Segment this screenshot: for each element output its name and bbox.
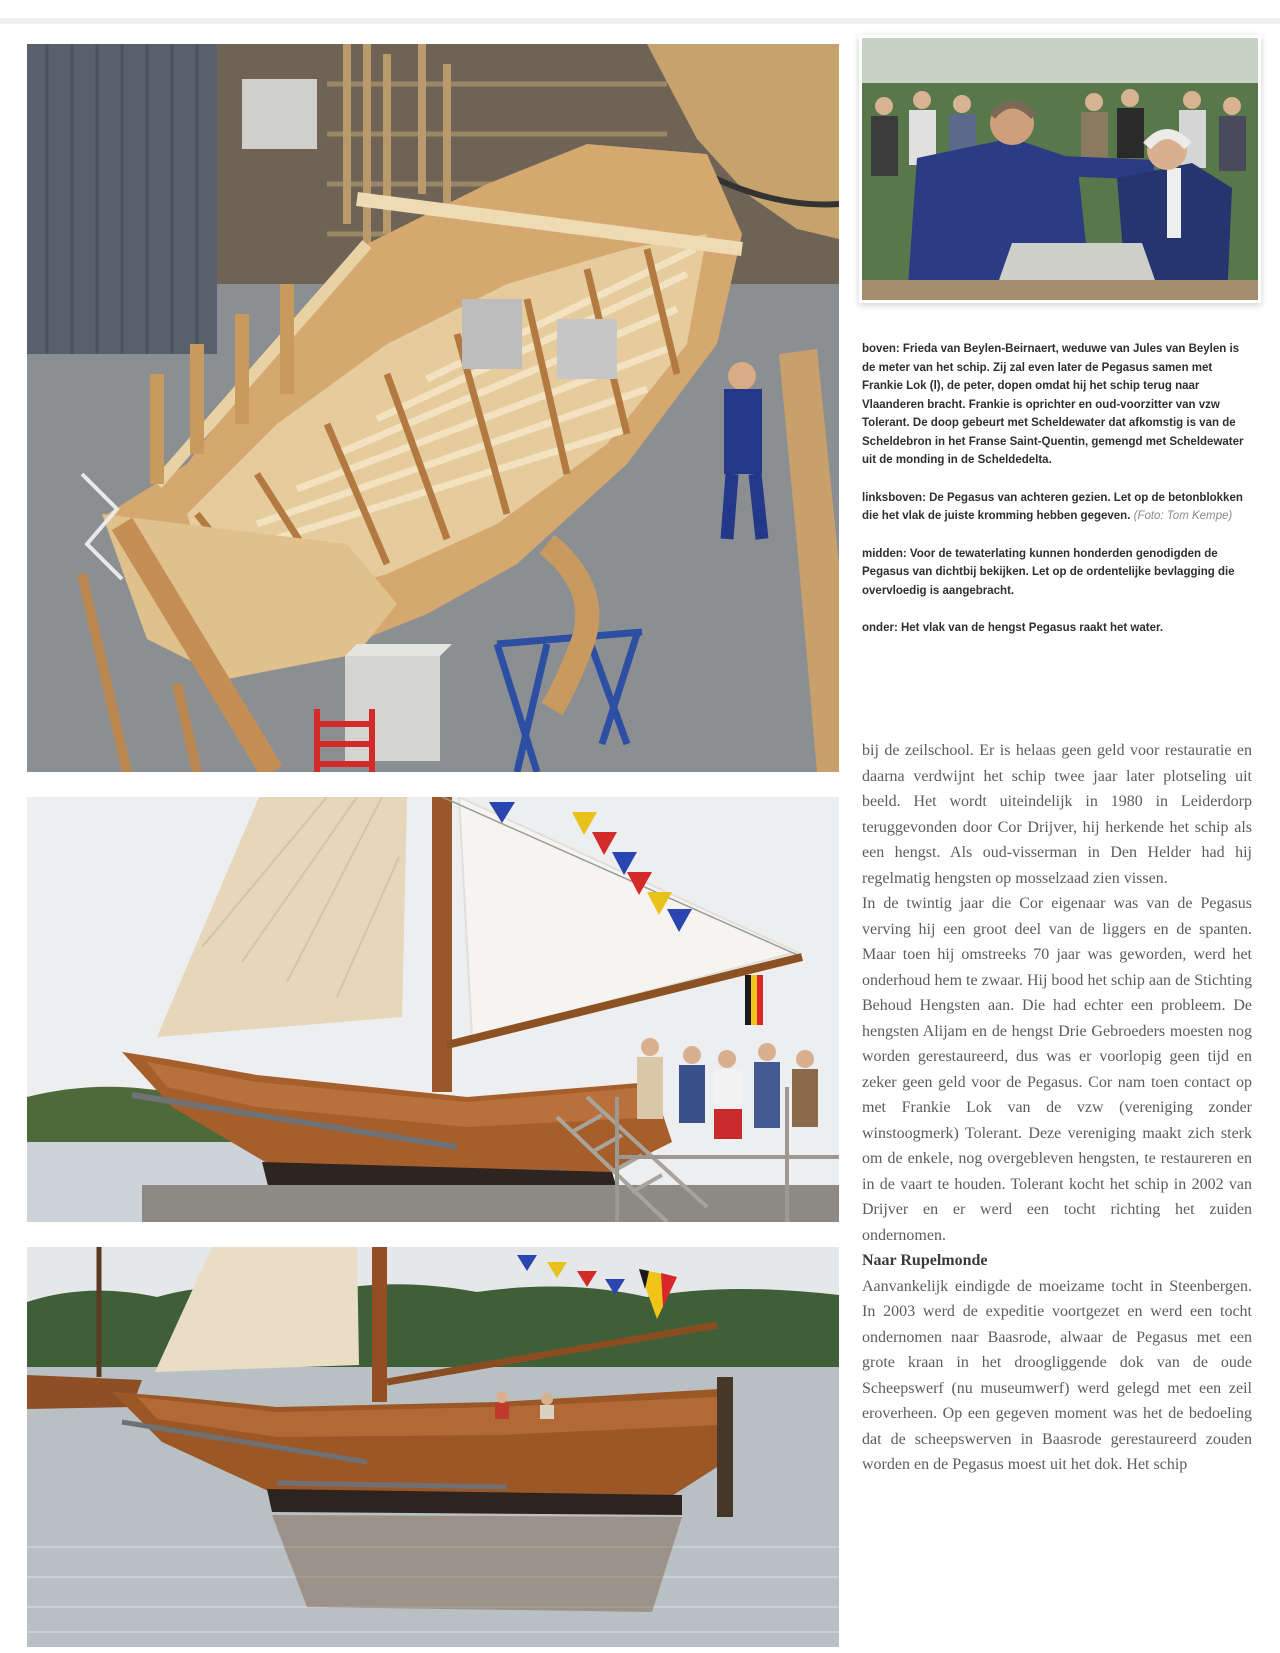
- caption-middle-text: midden: Voor de tewaterlating kunnen honderden genodigden de Pegasus van dichtbij bekijken. Let op de ordentelijke bevlagging die overvloedig is aangebracht.: [862, 547, 1235, 597]
- spectator-body: [1117, 108, 1144, 158]
- belgian-flag-yellow: [751, 975, 757, 1025]
- caption-bottom: [862, 619, 1252, 638]
- water-scene: [27, 1247, 839, 1647]
- spectator-body: [871, 116, 898, 176]
- caption-top-text: boven: Frieda van Beylen-Beirnaert, weduwe van Jules van Beylen is de meter van het schip. Zij zal even later de Pegasus samen met Frankie Lok (l), de peter, dopen omdat hij het schip terug naar Vlaanderen bracht. Frankie is oprichter en oud-voorzitter van vzw Tolerant. De doop gebeurt met Scheldewater dat afkomstig is van de Scheldebron in het Franse Saint-Quentin, gemengd met Scheldewater uit de monding in de Scheldedelta.: [862, 343, 1244, 466]
- visitor-skirt: [714, 1109, 742, 1139]
- visitor-body: [754, 1062, 780, 1128]
- visitor-body: [792, 1069, 818, 1127]
- workshop-window: [242, 79, 317, 149]
- spectator-head: [1121, 89, 1139, 107]
- workshop-scene: [27, 44, 839, 772]
- article-subheading: Naar Rupelmonde: [862, 1252, 988, 1269]
- mooring-post: [717, 1377, 733, 1517]
- page-top-rule: [0, 18, 1280, 24]
- slipway-deck: [142, 1185, 839, 1222]
- photo-boat-on-slipway: [27, 797, 839, 1222]
- spectator-head: [1183, 91, 1201, 109]
- caption-bottom-text: onder: Het vlak van de hengst Pegasus raakt het water.: [862, 622, 1164, 634]
- belgian-flag-red: [757, 975, 763, 1025]
- crew-body: [540, 1405, 554, 1419]
- article-paragraph: bij de zeilschool. Er is helaas geen geld voor restauratie en daarna verdwijnt het schip twee jaar later plotseling uit beeld. Het wordt uiteindelijk in 1980 in Leiderdorp teruggevonden door Cor Drijver, hij herkende het schip als een hengst. Als oud-visserman in Den Helder had hij regelmatig hengsten op mosselzaad zien vissen.: [862, 742, 1252, 887]
- article-body: [862, 738, 1252, 1478]
- caption-top-left: [862, 489, 1252, 526]
- ceremony-scene: [862, 38, 1258, 300]
- sky-gap: [862, 38, 1258, 83]
- photo-boat-in-water: [27, 1247, 839, 1647]
- crew-head: [541, 1393, 553, 1405]
- crew-head: [496, 1391, 508, 1403]
- man-right-shirt: [1167, 168, 1181, 238]
- photo-christening-ceremony: [862, 38, 1258, 300]
- photo-captions: [862, 340, 1252, 657]
- photo-boat-under-construction: [27, 44, 839, 772]
- photo-credit: (Foto: Tom Kempe): [1133, 510, 1233, 522]
- spectator-head: [1223, 97, 1241, 115]
- caption-middle: [862, 545, 1252, 601]
- spectator-head: [913, 91, 931, 109]
- caption-top-left-text: linksboven: De Pegasus van achteren gezien. Let op de betonblokken die het vlak de juiste kromming hebben gegeven.: [862, 491, 1243, 522]
- storage-box-top: [345, 644, 452, 656]
- hull-reflection: [272, 1515, 682, 1612]
- belgian-flag-black: [745, 975, 751, 1025]
- spectator-head: [875, 97, 893, 115]
- visitor-head: [758, 1043, 776, 1061]
- worker-body: [724, 389, 762, 474]
- spectator-body: [1219, 116, 1246, 171]
- spectator-head: [1085, 93, 1103, 111]
- visitor-body: [679, 1065, 705, 1123]
- visitor-body: [637, 1057, 663, 1119]
- slipway-scene: [27, 797, 839, 1222]
- visitor-head: [641, 1038, 659, 1056]
- spectator-head: [953, 95, 971, 113]
- concrete-block: [557, 319, 617, 379]
- article-paragraph: In de twintig jaar die Cor eigenaar was van de Pegasus verving hij een groot deel van de liggers en de spanten. Maar toen hij omstreeks 70 jaar was geworden, werd het onderhoud hem te zwaar. Hij bood het schip aan de Stichting Behoud Hengsten aan. Die had echter een probleem. De hengsten Alijam en de hengst Drie Gebroeders moesten nog worden gerestaureerd, dus was er voorlopig geen tijd en zeker geen geld voor de Pegasus. Cor nam toen contact op met Frankie Lok van de vzw (vereniging zonder winstoogmerk) Tolerant. Deze vereniging maakt zich sterk om de enkele, nog overgebleven hengsten, te restaureren en in de vaart te houden. Tolerant kocht het schip in 2002 van Drijver en er werd een tocht richting het zuiden ondernomen.: [862, 895, 1252, 1244]
- visitor-body: [714, 1069, 742, 1109]
- visitor-head: [718, 1050, 736, 1068]
- article-paragraph: Aanvankelijk eindigde de moeizame tocht in Steenbergen. In 2003 werd de expeditie voortgezet en werd een tocht ondernomen naar Baasrode, alwaar de Pegasus met een grote kraan in het droogliggende dok van de oude Scheepswerf (nu museumwerf) werd gelegd met een zeil eroverheen. Op een gegeven moment was het de bedoeling dat de scheepswerven in Baasrode gerestaureerd zouden worden en de Pegasus moest uit het dok. Het schip: [862, 1277, 1252, 1473]
- caption-top: [862, 340, 1252, 470]
- worker-head: [728, 362, 756, 390]
- concrete-block: [462, 299, 522, 369]
- crew-body: [495, 1403, 509, 1419]
- mast: [372, 1247, 387, 1402]
- visitor-head: [683, 1046, 701, 1064]
- visitor-head: [796, 1050, 814, 1068]
- man-left-arm: [1062, 166, 1154, 170]
- wooden-board: [862, 280, 1258, 300]
